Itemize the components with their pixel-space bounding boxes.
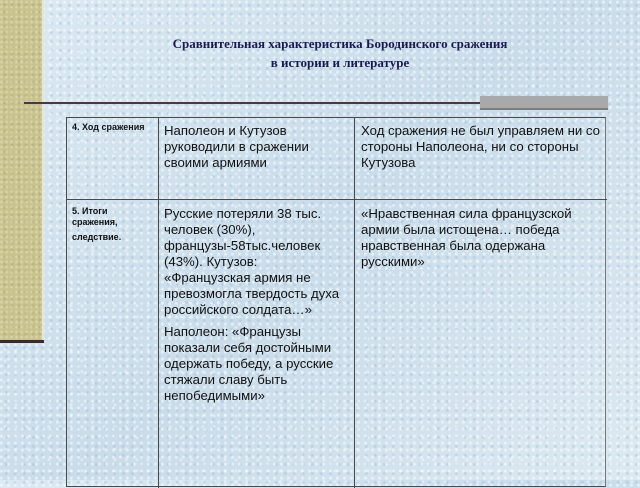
cell-history-results: [164, 206, 346, 410]
title-line-1: Сравнительная характеристика Бородинского сражения: [172, 36, 508, 51]
left-decorative-bar: [0, 0, 42, 342]
comparison-table: [66, 117, 606, 487]
title-line-2: в истории и литературе: [270, 55, 410, 70]
row-label-results-line2: следствие.: [72, 232, 122, 242]
row-label-results: [72, 206, 152, 243]
divider-accent-block: [480, 96, 608, 110]
history-results-paragraph-2: Наполеон: «Французы показали себя достойными одержать победу, а русские стяжали славу быть непобедимыми»: [164, 324, 334, 403]
cell-history-course: Наполеон и Кутузов руководили в сражении своими армиями: [164, 123, 309, 170]
row-divider-label: [67, 199, 158, 200]
row-label-results-line1: 5. Итоги сражения,: [72, 206, 118, 227]
slide-title: [80, 34, 600, 72]
left-bar-edge: [42, 0, 44, 342]
column-divider-2: [354, 118, 355, 488]
left-bar-bottom-line: [0, 340, 44, 343]
cell-literature-results: «Нравственная сила французской армии была истощена… победа нравственная была одержана русскими»: [361, 206, 572, 269]
column-divider-1: [158, 118, 159, 488]
row-divider: [158, 199, 607, 200]
history-results-paragraph-1: Русские потеряли 38 тыс. человек (30%), французы-58тыс.человек (43%). Кутузов: «Французская армия не превозмогла твердость духа российского солдата…»: [164, 206, 340, 317]
cell-literature-course: Ход сражения не был управляем ни со стороны Наполеона, ни со стороны Кутузова: [361, 123, 600, 170]
row-label-course: 4. Ход сражения: [72, 122, 145, 132]
